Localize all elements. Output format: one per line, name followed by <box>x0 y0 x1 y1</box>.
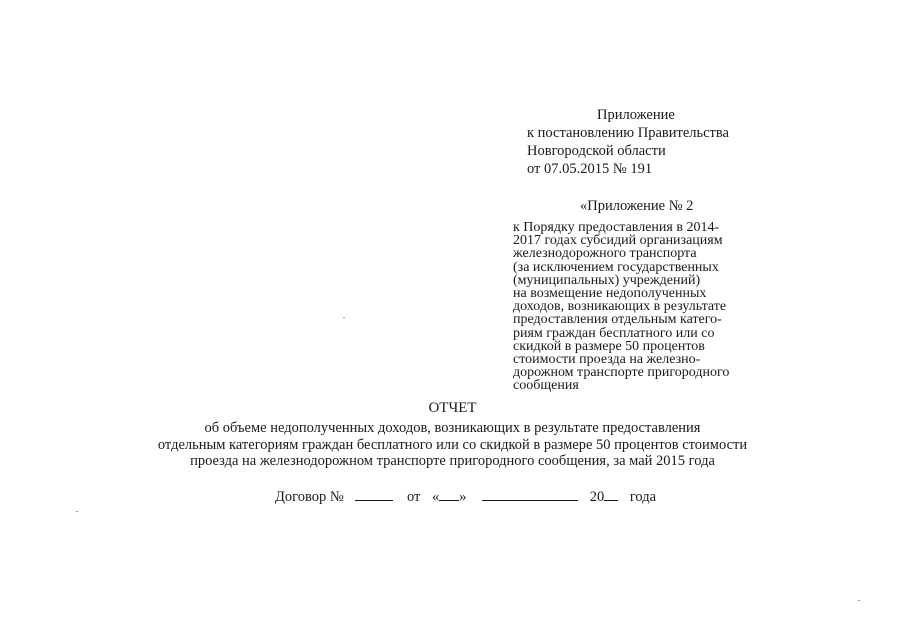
contract-month-blank[interactable] <box>482 487 578 501</box>
year-prefix: 20 <box>589 489 605 505</box>
approval-line: от 07.05.2015 № 191 <box>527 161 653 177</box>
contract-year-blank[interactable] <box>604 487 618 501</box>
appendix-line: (за исключением государственных <box>513 259 719 275</box>
contract-number-blank[interactable] <box>355 487 393 501</box>
year-suffix: года <box>629 489 657 505</box>
quote-close: » <box>459 489 467 505</box>
scan-speck <box>343 317 345 318</box>
appendix-line: риям граждан бесплатного или со <box>513 325 715 341</box>
quote-open: « <box>431 489 440 505</box>
contract-day-blank[interactable] <box>439 487 459 501</box>
appendix-line: (муниципальных) учреждений) <box>513 272 701 288</box>
report-subject-line: проезда на железнодорожном транспорте пригородного сообщения, за май 2015 года <box>190 453 715 469</box>
appendix-line: 2017 годах субсидий организациям <box>513 233 723 249</box>
approval-line: к постановлению Правительства <box>527 125 729 141</box>
appendix-line: дорожном транспорте пригородного <box>513 365 730 381</box>
contract-label: Договор № <box>275 489 344 505</box>
appendix-line: к Порядку предоставления в 2014- <box>513 220 720 235</box>
report-subject-line: отдельным категориям граждан бесплатного или со скидкой в размере 50 процентов стоимости <box>157 436 748 453</box>
report-subject <box>0 420 905 470</box>
report-subject-line: об объеме недополученных доходов, возникающих в результате предоставления <box>204 420 701 436</box>
approval-title: Приложение <box>597 107 675 123</box>
scan-speck <box>76 511 78 512</box>
appendix-line: на возмещение недополученных <box>513 286 707 302</box>
appendix-title: «Приложение № 2 <box>580 198 694 214</box>
appendix-line: железнодорожного транспорта <box>513 246 697 262</box>
appendix-reference <box>513 198 763 393</box>
appendix-line: предоставления отдельным катего- <box>513 312 722 328</box>
appendix-line: скидкой в размере 50 процентов <box>513 338 705 354</box>
appendix-line: сообщения <box>513 378 579 394</box>
contract-line <box>275 487 675 506</box>
report-heading: ОТЧЕТ <box>428 400 477 416</box>
contract-from-label: от <box>406 489 421 505</box>
appendix-line: доходов, возникающих в результате <box>513 299 727 315</box>
approval-line: Новгородской области <box>527 143 666 159</box>
appendix-line: стоимости проезда на железно- <box>513 352 701 368</box>
approval-stamp <box>527 106 787 178</box>
scan-speck <box>858 600 860 601</box>
